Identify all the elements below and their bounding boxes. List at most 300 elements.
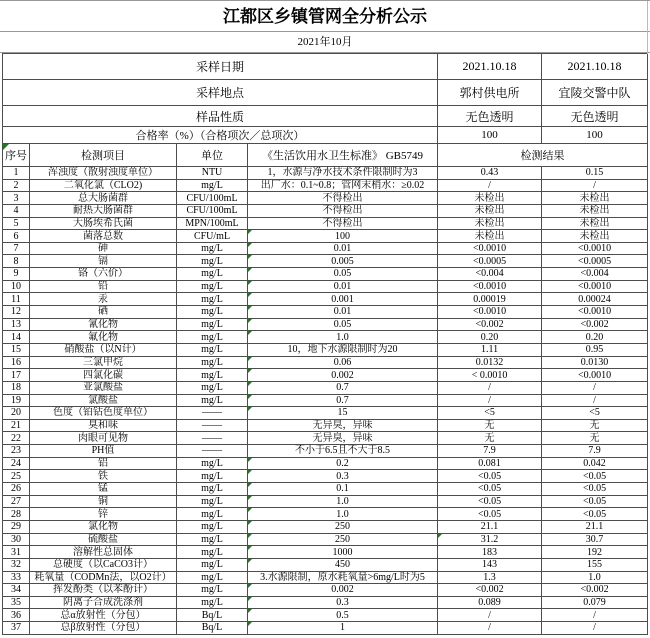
cell-unit: mg/L — [177, 369, 248, 382]
cell-item: PH值 — [30, 445, 177, 458]
cell-no: 15 — [3, 343, 30, 356]
cell-result-2: 0.042 — [542, 457, 648, 470]
table-row — [3, 217, 648, 230]
cell-unit: mg/L — [177, 343, 248, 356]
cell-result-2: / — [542, 179, 648, 192]
cell-no: 28 — [3, 508, 30, 521]
header-result: 检测结果 — [438, 144, 648, 167]
cell-item: 氯化物 — [30, 520, 177, 533]
table-row — [3, 584, 648, 597]
cell-result-2: 无 — [542, 432, 648, 445]
table-row — [3, 331, 648, 344]
cell-result-1: 143 — [438, 558, 542, 571]
table-row — [3, 356, 648, 369]
cell-result-1: 0.081 — [438, 457, 542, 470]
cell-item: 总硬度（以CaCO3计） — [30, 558, 177, 571]
sample-location-label: 采样地点 — [3, 80, 438, 106]
cell-item: 三氯甲烷 — [30, 356, 177, 369]
cell-result-2: <0.05 — [542, 508, 648, 521]
cell-item: 耐热大肠菌群 — [30, 204, 177, 217]
cell-unit: mg/L — [177, 280, 248, 293]
cell-unit: mg/L — [177, 255, 248, 268]
cell-standard: 0.3 — [248, 596, 438, 609]
excel-error-marker-icon — [248, 319, 252, 323]
cell-result-2: / — [542, 394, 648, 407]
cell-unit: mg/L — [177, 558, 248, 571]
table-row — [3, 179, 648, 192]
excel-error-marker-icon — [248, 331, 252, 335]
cell-unit: CFU/100mL — [177, 192, 248, 205]
cell-no: 9 — [3, 268, 30, 281]
excel-error-marker-icon — [248, 559, 252, 563]
cell-standard: 不得检出 — [248, 204, 438, 217]
cell-standard: 3.水源限制，原水耗氧量>6mg/L时为5 — [248, 571, 438, 584]
cell-no: 11 — [3, 293, 30, 306]
cell-unit: mg/L — [177, 508, 248, 521]
cell-result-1: <0.05 — [438, 508, 542, 521]
cell-unit: mg/L — [177, 356, 248, 369]
sample-location-value-2: 宜陵交警中队 — [542, 80, 648, 106]
excel-error-marker-icon — [248, 369, 252, 373]
cell-result-1: 1.3 — [438, 571, 542, 584]
sample-date-value-1: 2021.10.18 — [438, 54, 542, 80]
cell-item: 铜 — [30, 495, 177, 508]
cell-result-1: / — [438, 394, 542, 407]
table-row — [3, 432, 648, 445]
cell-no: 4 — [3, 204, 30, 217]
sample-date-value-2: 2021.10.18 — [542, 54, 648, 80]
sample-nature-value-2: 无色透明 — [542, 106, 648, 127]
table-row — [3, 508, 648, 521]
excel-error-marker-icon — [248, 458, 252, 462]
table-row — [3, 483, 648, 496]
sample-location-value-1: 郭村供电所 — [438, 80, 542, 106]
cell-result-1: 未检出 — [438, 192, 542, 205]
cell-result-1: 183 — [438, 546, 542, 559]
cell-item: 总大肠菌群 — [30, 192, 177, 205]
cell-result-2: / — [542, 381, 648, 394]
cell-result-1: <0.05 — [438, 483, 542, 496]
cell-result-2: <0.002 — [542, 318, 648, 331]
cell-standard: 100 — [248, 230, 438, 243]
cell-result-1: / — [438, 381, 542, 394]
cell-standard: 0.05 — [248, 318, 438, 331]
cell-standard: 0.7 — [248, 381, 438, 394]
cell-item: 肉眼可见物 — [30, 432, 177, 445]
cell-standard: 1 — [248, 622, 438, 635]
cell-no: 17 — [3, 369, 30, 382]
cell-standard: 10，地下水源限制时为20 — [248, 343, 438, 356]
cell-no: 1 — [3, 167, 30, 180]
excel-error-marker-icon — [248, 609, 252, 613]
cell-result-2: <0.05 — [542, 470, 648, 483]
cell-unit: mg/L — [177, 483, 248, 496]
cell-unit: —— — [177, 445, 248, 458]
table-row — [3, 369, 648, 382]
table-row — [3, 230, 648, 243]
cell-result-1: <0.0010 — [438, 306, 542, 319]
cell-standard: 0.002 — [248, 369, 438, 382]
excel-error-marker-icon — [248, 496, 252, 500]
cell-result-2: <0.0005 — [542, 255, 648, 268]
sample-nature-label: 样品性质 — [3, 106, 438, 127]
cell-item: 溶解性总固体 — [30, 546, 177, 559]
cell-unit: Bq/L — [177, 622, 248, 635]
cell-unit: mg/L — [177, 520, 248, 533]
cell-unit: mg/L — [177, 331, 248, 344]
cell-result-1: 0.00019 — [438, 293, 542, 306]
cell-result-2: 未检出 — [542, 192, 648, 205]
cell-result-2: / — [542, 622, 648, 635]
cell-result-1: 0.0132 — [438, 356, 542, 369]
cell-result-2: <5 — [542, 407, 648, 420]
cell-no: 2 — [3, 179, 30, 192]
cell-item: 臭和味 — [30, 419, 177, 432]
table-row — [3, 419, 648, 432]
excel-error-marker-icon — [248, 584, 252, 588]
cell-result-2: 30.7 — [542, 533, 648, 546]
cell-unit: —— — [177, 419, 248, 432]
cell-result-2: <0.0010 — [542, 280, 648, 293]
cell-result-1: 未检出 — [438, 204, 542, 217]
cell-standard: 1.0 — [248, 508, 438, 521]
cell-item: 铅 — [30, 280, 177, 293]
cell-unit: mg/L — [177, 242, 248, 255]
cell-result-2: <0.002 — [542, 584, 648, 597]
table-row — [3, 293, 648, 306]
analysis-table — [2, 53, 648, 635]
excel-error-marker-icon — [248, 306, 252, 310]
excel-error-marker-icon — [248, 407, 252, 411]
cell-standard: 0.01 — [248, 306, 438, 319]
cell-no: 12 — [3, 306, 30, 319]
cell-standard: 不得检出 — [248, 192, 438, 205]
cell-standard: 0.3 — [248, 470, 438, 483]
table-row — [3, 596, 648, 609]
cell-no: 14 — [3, 331, 30, 344]
report-month: 2021年10月 — [0, 32, 650, 53]
table-row — [3, 268, 648, 281]
cell-no: 7 — [3, 242, 30, 255]
cell-item: 二氧化氯（CLO2) — [30, 179, 177, 192]
table-row — [3, 167, 648, 180]
cell-standard: 0.002 — [248, 584, 438, 597]
cell-no: 5 — [3, 217, 30, 230]
excel-error-marker-icon — [248, 483, 252, 487]
page-title: 江都区乡镇管网全分析公示 — [0, 1, 650, 32]
cell-item: 铬（六价） — [30, 268, 177, 281]
excel-error-marker-icon — [248, 255, 252, 259]
cell-item: 锌 — [30, 508, 177, 521]
cell-result-1: 1.11 — [438, 343, 542, 356]
table-row — [3, 381, 648, 394]
cell-standard: 1.0 — [248, 495, 438, 508]
cell-standard: 250 — [248, 520, 438, 533]
cell-item: 菌落总数 — [30, 230, 177, 243]
cell-standard: 250 — [248, 533, 438, 546]
header-no-label: 序号 — [5, 150, 27, 162]
pass-rate-value-2: 100 — [542, 127, 648, 144]
cell-result-1: 21.1 — [438, 520, 542, 533]
results-table-body — [3, 167, 648, 635]
cell-result-1: <5 — [438, 407, 542, 420]
cell-result-1: <0.05 — [438, 470, 542, 483]
cell-item: 浑浊度（散射浊度单位） — [30, 167, 177, 180]
excel-error-marker-icon — [248, 268, 252, 272]
cell-result-2: 0.079 — [542, 596, 648, 609]
cell-no: 35 — [3, 596, 30, 609]
cell-result-2: <0.0010 — [542, 242, 648, 255]
cell-unit: MPN/100mL — [177, 217, 248, 230]
excel-error-marker-icon — [248, 546, 252, 550]
cell-unit: mg/L — [177, 495, 248, 508]
cell-standard: 0.005 — [248, 255, 438, 268]
table-row — [3, 470, 648, 483]
excel-error-marker-icon — [3, 144, 9, 150]
cell-unit: mg/L — [177, 546, 248, 559]
cell-unit: CFU/100mL — [177, 204, 248, 217]
cell-no: 33 — [3, 571, 30, 584]
cell-item: 锰 — [30, 483, 177, 496]
cell-standard: 0.2 — [248, 457, 438, 470]
cell-standard: 不得检出 — [248, 217, 438, 230]
cell-no: 29 — [3, 520, 30, 533]
table-row — [3, 571, 648, 584]
table-row — [3, 318, 648, 331]
excel-error-marker-icon — [248, 508, 252, 512]
table-row — [3, 242, 648, 255]
cell-no: 13 — [3, 318, 30, 331]
cell-unit: NTU — [177, 167, 248, 180]
pass-rate-value-1: 100 — [438, 127, 542, 144]
cell-no: 22 — [3, 432, 30, 445]
cell-item: 亚氯酸盐 — [30, 381, 177, 394]
table-row — [3, 520, 648, 533]
table-header-row — [3, 144, 648, 167]
excel-error-marker-icon — [248, 597, 252, 601]
cell-unit: mg/L — [177, 293, 248, 306]
cell-item: 总β放射性（分包） — [30, 622, 177, 635]
excel-error-marker-icon — [248, 382, 252, 386]
cell-standard: 0.05 — [248, 268, 438, 281]
excel-error-marker-icon — [248, 293, 252, 297]
cell-result-1: <0.004 — [438, 268, 542, 281]
table-row — [3, 445, 648, 458]
cell-unit: mg/L — [177, 533, 248, 546]
cell-unit: mg/L — [177, 571, 248, 584]
excel-error-marker-icon — [248, 243, 252, 247]
header-item: 检测项目 — [30, 144, 177, 167]
cell-standard: 450 — [248, 558, 438, 571]
pass-rate-row — [3, 127, 648, 144]
cell-result-1: 未检出 — [438, 230, 542, 243]
header-unit: 单位 — [177, 144, 248, 167]
excel-error-marker-icon — [248, 395, 252, 399]
cell-item: 硝酸盐（以N计） — [30, 343, 177, 356]
cell-result-2: 无 — [542, 419, 648, 432]
cell-result-1: 无 — [438, 419, 542, 432]
cell-no: 27 — [3, 495, 30, 508]
cell-result-1: / — [438, 622, 542, 635]
cell-standard: 1000 — [248, 546, 438, 559]
cell-result-1: <0.0005 — [438, 255, 542, 268]
cell-result-2: 192 — [542, 546, 648, 559]
excel-error-marker-icon — [248, 521, 252, 525]
cell-result-1: <0.0010 — [438, 280, 542, 293]
table-row — [3, 622, 648, 635]
cell-item: 铝 — [30, 457, 177, 470]
cell-unit: —— — [177, 432, 248, 445]
cell-unit: mg/L — [177, 596, 248, 609]
cell-result-2: 0.15 — [542, 167, 648, 180]
cell-no: 20 — [3, 407, 30, 420]
excel-error-marker-icon — [248, 281, 252, 285]
cell-standard: 不小于6.5且不大于8.5 — [248, 445, 438, 458]
cell-result-1: <0.002 — [438, 584, 542, 597]
cell-standard: 0.1 — [248, 483, 438, 496]
cell-unit: mg/L — [177, 381, 248, 394]
cell-item: 氯酸盐 — [30, 394, 177, 407]
pass-rate-label: 合格率（%）（合格项次／总项次） — [3, 127, 438, 144]
cell-result-1: <0.002 — [438, 318, 542, 331]
table-row — [3, 495, 648, 508]
table-row — [3, 546, 648, 559]
cell-result-1: 未检出 — [438, 217, 542, 230]
cell-item: 大肠埃希氏菌 — [30, 217, 177, 230]
cell-unit: mg/L — [177, 306, 248, 319]
cell-item: 硒 — [30, 306, 177, 319]
table-row — [3, 343, 648, 356]
cell-no: 10 — [3, 280, 30, 293]
cell-result-2: 0.0130 — [542, 356, 648, 369]
cell-no: 19 — [3, 394, 30, 407]
table-row — [3, 457, 648, 470]
cell-standard: 0.06 — [248, 356, 438, 369]
cell-unit: mg/L — [177, 318, 248, 331]
cell-no: 37 — [3, 622, 30, 635]
cell-result-1: / — [438, 179, 542, 192]
table-row — [3, 204, 648, 217]
cell-unit: mg/L — [177, 268, 248, 281]
cell-no: 16 — [3, 356, 30, 369]
sample-nature-row — [3, 106, 648, 127]
cell-result-2: <0.0010 — [542, 369, 648, 382]
table-row — [3, 558, 648, 571]
cell-standard: 0.01 — [248, 280, 438, 293]
cell-standard: 0.7 — [248, 394, 438, 407]
table-row — [3, 192, 648, 205]
cell-standard: 出厂水：0.1~0.8；管网末梢水：≥0.02 — [248, 179, 438, 192]
cell-result-1: 7.9 — [438, 445, 542, 458]
cell-no: 3 — [3, 192, 30, 205]
cell-standard: 无异臭，异味 — [248, 419, 438, 432]
excel-error-marker-icon — [438, 534, 442, 538]
cell-unit: mg/L — [177, 584, 248, 597]
cell-standard: 无异臭，异味 — [248, 432, 438, 445]
cell-result-1: 31.2 — [438, 533, 542, 546]
cell-result-2: <0.0010 — [542, 306, 648, 319]
info-section — [3, 54, 648, 167]
cell-unit: mg/L — [177, 394, 248, 407]
table-row — [3, 394, 648, 407]
cell-item: 硫酸盐 — [30, 533, 177, 546]
cell-standard: 15 — [248, 407, 438, 420]
cell-result-2: 21.1 — [542, 520, 648, 533]
table-row — [3, 533, 648, 546]
cell-item: 四氯化碳 — [30, 369, 177, 382]
table-row — [3, 306, 648, 319]
cell-no: 32 — [3, 558, 30, 571]
cell-result-2: 155 — [542, 558, 648, 571]
cell-item: 总α放射性（分包） — [30, 609, 177, 622]
cell-item: 砷 — [30, 242, 177, 255]
cell-result-2: 1.0 — [542, 571, 648, 584]
cell-standard: 0.5 — [248, 609, 438, 622]
header-no — [3, 144, 30, 167]
cell-result-1: <0.0010 — [438, 242, 542, 255]
cell-result-1: <0.05 — [438, 495, 542, 508]
cell-result-2: 0.00024 — [542, 293, 648, 306]
cell-unit: —— — [177, 407, 248, 420]
excel-error-marker-icon — [248, 470, 252, 474]
cell-result-2: <0.004 — [542, 268, 648, 281]
cell-item: 汞 — [30, 293, 177, 306]
cell-result-2: / — [542, 609, 648, 622]
cell-result-2: 未检出 — [542, 204, 648, 217]
cell-result-2: 未检出 — [542, 217, 648, 230]
cell-unit: mg/L — [177, 470, 248, 483]
header-standard: 《生活饮用水卫生标准》 GB5749 — [248, 144, 438, 167]
table-row — [3, 609, 648, 622]
cell-no: 23 — [3, 445, 30, 458]
sample-date-label: 采样日期 — [3, 54, 438, 80]
cell-result-2: 未检出 — [542, 230, 648, 243]
cell-item: 耗氧量（CODMn法，以O2计） — [30, 571, 177, 584]
sample-date-row — [3, 54, 648, 80]
excel-error-marker-icon — [248, 230, 252, 234]
cell-result-2: <0.05 — [542, 483, 648, 496]
cell-item: 氰化物 — [30, 318, 177, 331]
cell-standard: 1.0 — [248, 331, 438, 344]
cell-no: 34 — [3, 584, 30, 597]
cell-result-2: <0.05 — [542, 495, 648, 508]
cell-unit: mg/L — [177, 457, 248, 470]
table-row — [3, 255, 648, 268]
cell-item: 色度（铂钴色度单位） — [30, 407, 177, 420]
cell-no: 24 — [3, 457, 30, 470]
cell-result-2: 0.95 — [542, 343, 648, 356]
cell-result-1: 0.43 — [438, 167, 542, 180]
cell-no: 31 — [3, 546, 30, 559]
cell-standard: 1，水源与净水技术条件限制时为3 — [248, 167, 438, 180]
sheet-right-edge-line — [647, 1, 648, 54]
cell-no: 30 — [3, 533, 30, 546]
cell-result-2: 0.20 — [542, 331, 648, 344]
cell-no: 18 — [3, 381, 30, 394]
cell-result-1: 0.089 — [438, 596, 542, 609]
cell-unit: mg/L — [177, 179, 248, 192]
sample-location-row — [3, 80, 648, 106]
cell-no: 6 — [3, 230, 30, 243]
cell-unit: Bq/L — [177, 609, 248, 622]
cell-result-1: < 0.0010 — [438, 369, 542, 382]
cell-result-2: 7.9 — [542, 445, 648, 458]
cell-result-1: / — [438, 609, 542, 622]
cell-no: 26 — [3, 483, 30, 496]
cell-item: 氟化物 — [30, 331, 177, 344]
cell-item: 挥发酚类（以苯酚计） — [30, 584, 177, 597]
excel-error-marker-icon — [248, 622, 252, 626]
